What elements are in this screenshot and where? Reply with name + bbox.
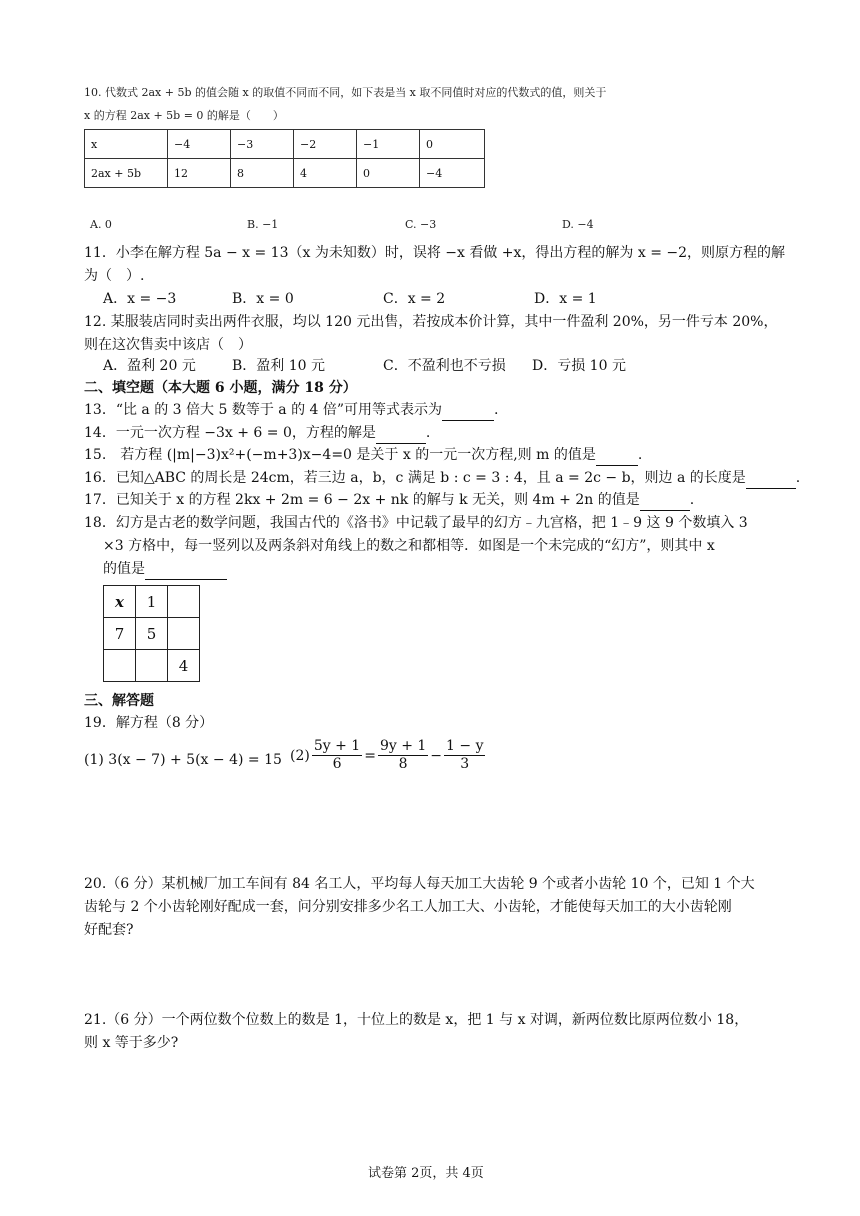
grid-cell: 7 xyxy=(104,618,136,650)
q11-line2: 为（ ）. xyxy=(84,268,145,284)
table-cell: 4 xyxy=(294,159,357,188)
q11-option-c: C．x = 2 xyxy=(383,291,446,307)
q12-option-d: D．亏损 10 元 xyxy=(532,358,626,374)
grid-row xyxy=(104,650,200,682)
q13-text: 13．“比 a 的 3 倍大 5 数等于 a 的 4 倍”可用等式表示为 xyxy=(84,402,443,418)
answer-blank xyxy=(596,445,638,466)
q10-option-a: A. 0 xyxy=(90,218,112,231)
section-heading-solve: 三、解答题 xyxy=(84,693,154,709)
page-footer: 试卷第 2页，共 4页 xyxy=(368,1166,484,1181)
fraction-denominator: 3 xyxy=(460,756,470,772)
q17 xyxy=(84,490,694,511)
q12-line2: 则在这次售卖中该店（ ） xyxy=(84,337,252,353)
grid-cell: 1 xyxy=(136,586,168,618)
q19-title: 19．解方程（8 分） xyxy=(84,715,214,731)
table-cell: −4 xyxy=(168,130,231,159)
q10-option-c: C. −3 xyxy=(405,218,437,231)
q15-text: 15. 若方程 (|m|−3)x²+(−m+3)x−4=0 是关于 x 的一元一次方程,则 m 的值是 xyxy=(84,447,596,463)
q17-end: . xyxy=(689,492,695,508)
q17-text: 17．已知关于 x 的方程 2kx + 2m = 6 − 2x + nk 的解与 k 无关，则 4m + 2n 的值是 xyxy=(84,492,640,508)
table-cell: 0 xyxy=(420,130,485,159)
grid-cell xyxy=(104,650,136,682)
fraction xyxy=(378,738,428,773)
q15 xyxy=(84,445,642,466)
q18-line2: ×3 方格中，每一竖列以及两条斜对角线上的数之和都相等．如图是一个未完成的“幻方”，则其中 x xyxy=(103,538,715,554)
fraction-numerator: 5y + 1 xyxy=(313,738,361,754)
table-cell: 2ax + 5b xyxy=(85,159,168,188)
q10-line2: x 的方程 2ax + 5b = 0 的解是（ ） xyxy=(84,109,284,122)
q14-text: 14．一元一次方程 −3x + 6 = 0，方程的解是 xyxy=(84,425,376,441)
q18-line3 xyxy=(103,559,227,580)
q19-part1: (1) 3(x − 7) + 5(x − 4) = 15 xyxy=(84,752,282,768)
q19-part2: (2) $\frac{5y + 1}{6}$ = $\frac{9y + 1}{8}$ − $\frac{1 - y}{3}$ xyxy=(290,738,484,772)
grid-row xyxy=(104,618,200,650)
answer-blank xyxy=(145,559,227,580)
grid-cell xyxy=(168,586,200,618)
section-heading-fill-in: 二、填空题（本大题 6 小题，满分 18 分） xyxy=(84,380,357,396)
q14-end: . xyxy=(425,425,431,441)
q12-option-b: B．盈利 10 元 xyxy=(232,358,326,374)
table-row xyxy=(85,159,485,188)
grid-cell: 5 xyxy=(136,618,168,650)
grid-cell: 4 xyxy=(168,650,200,682)
q12-option-c: C．不盈利也不亏损 xyxy=(383,358,506,374)
table-row xyxy=(85,130,485,159)
table-cell: 0 xyxy=(357,159,420,188)
grid-cell: x xyxy=(104,586,136,618)
q12-line1: 12. 某服装店同时卖出两件衣服，均以 120 元出售，若按成本价计算，其中一件盈利 20%，另一件亏本 20%， xyxy=(84,314,778,330)
grid-cell xyxy=(136,650,168,682)
q19-part2-label: (2) xyxy=(290,747,310,764)
q13 xyxy=(84,400,499,421)
fraction-numerator: 9y + 1 xyxy=(379,738,427,754)
q12-option-a: A．盈利 20 元 xyxy=(103,358,196,374)
q20-line1: 20.（6 分）某机械厂加工车间有 84 名工人，平均每人每天加工大齿轮 9 个或者小齿轮 10 个，已知 1 个大 xyxy=(84,876,755,892)
table-cell: −4 xyxy=(420,159,485,188)
table-cell: 12 xyxy=(168,159,231,188)
answer-blank xyxy=(376,423,426,444)
q11-option-b: B．x = 0 xyxy=(232,291,294,307)
answer-blank xyxy=(746,468,796,489)
q10-line1: 10. 代数式 2ax + 5b 的值会随 x 的取值不同而不同，如下表是当 x 取不同值时对应的代数式的值，则关于 xyxy=(84,86,607,99)
grid-cell xyxy=(168,618,200,650)
q14 xyxy=(84,423,430,444)
q11-option-a: A．x = −3 xyxy=(103,291,177,307)
q20-line3: 好配套? xyxy=(84,922,134,938)
table-cell: −2 xyxy=(294,130,357,159)
q11-option-d: D．x = 1 xyxy=(534,291,597,307)
q21-line2: 则 x 等于多少? xyxy=(84,1035,179,1051)
q10-option-d: D. −4 xyxy=(562,218,594,231)
table-cell: x xyxy=(85,130,168,159)
q16 xyxy=(84,468,800,489)
q21-line1: 21.（6 分）一个两位数个位数上的数是 1，十位上的数是 x，把 1 与 x 对调，新两位数比原两位数小 18， xyxy=(84,1012,749,1028)
q16-text: 16．已知△ABC 的周长是 24cm，若三边 a，b，c 满足 b : c = 3 : 4，且 a = 2c − b，则边 a 的长度是 xyxy=(84,470,746,486)
q10-option-b: B. −1 xyxy=(247,218,279,231)
table-cell: −3 xyxy=(231,130,294,159)
answer-blank xyxy=(640,490,690,511)
q18-line1: 18．幻方是古老的数学问题，我国古代的《洛书》中记载了最早的幻方﹣九宫格，把 1﹣9 这 9 个数填入 3 xyxy=(84,515,748,531)
grid-row xyxy=(104,586,200,618)
fraction-denominator: 8 xyxy=(398,756,408,772)
magic-square-grid xyxy=(103,585,200,682)
fraction xyxy=(312,738,362,773)
table-cell: −1 xyxy=(357,130,420,159)
q11-line1: 11．小李在解方程 5a − x = 13（x 为未知数）时，误将 −x 看做 +x，得出方程的解为 x = −2，则原方程的解 xyxy=(84,245,786,261)
q18-line3-text: 的值是 xyxy=(103,561,145,577)
fraction xyxy=(444,738,485,773)
q20-line2: 齿轮与 2 个小齿轮刚好配成一套，问分别安排多少名工人加工大、小齿轮，才能使每天加工的大小齿轮刚 xyxy=(84,899,732,915)
q15-end: . xyxy=(637,447,643,463)
q10-value-table xyxy=(84,129,485,188)
fraction-denominator: 6 xyxy=(332,756,342,772)
q16-end: . xyxy=(795,470,801,486)
fraction-numerator: 1 − y xyxy=(446,738,484,754)
answer-blank xyxy=(442,400,494,421)
table-cell: 8 xyxy=(231,159,294,188)
q13-end: . xyxy=(494,402,499,418)
